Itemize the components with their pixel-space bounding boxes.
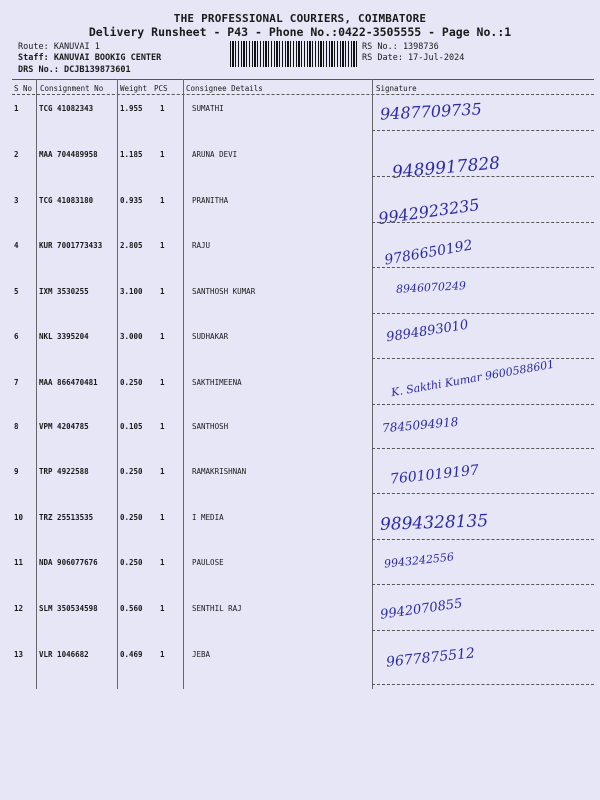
cell-sno: 10 (14, 513, 24, 522)
cell-pcs: 1 (160, 150, 165, 159)
signature-handwriting: K. Sakthi Kumar 9600588601 (390, 357, 556, 400)
row-separator (372, 539, 594, 540)
cell-pcs: 1 (160, 378, 165, 387)
signature-handwriting: 9943242556 (383, 550, 455, 571)
cell-weight: 0.469 (120, 650, 143, 659)
cell-sno: 5 (14, 287, 19, 296)
rs-number: RS No.: 1398736 (362, 42, 439, 52)
cell-weight: 0.250 (120, 558, 143, 567)
drs-number: DRS No.: DCJB139873601 (18, 65, 131, 75)
table-top-border (12, 79, 594, 80)
cell-weight: 0.935 (120, 196, 143, 205)
row-separator (372, 130, 594, 131)
runsheet-subtitle: Delivery Runsheet - P43 - Phone No.:0422-3505555 - Page No.:1 (88, 25, 512, 39)
col-divider (183, 79, 184, 689)
row-separator (372, 267, 594, 268)
cell-pcs: 1 (160, 422, 165, 431)
cell-sno: 6 (14, 332, 19, 341)
cell-consignee: SANTHOSH KUMAR (192, 287, 256, 296)
cell-consignment: TCG 41082343 (39, 104, 94, 113)
cell-pcs: 1 (160, 650, 165, 659)
cell-consignment: NKL 3395204 (39, 332, 89, 341)
row-separator (372, 584, 594, 585)
signature-handwriting: 9894328135 (379, 511, 489, 535)
cell-consignee: RAMAKRISHNAN (192, 467, 247, 476)
cell-pcs: 1 (160, 104, 165, 113)
cell-consignment: TRZ 25513535 (39, 513, 94, 522)
signature-handwriting: 9677875512 (385, 645, 476, 671)
cell-consignee: PRANITHA (192, 196, 229, 205)
document-title: THE PROFESSIONAL COURIERS, COIMBATORE (173, 12, 427, 25)
cell-consignment: TCG 41083180 (39, 196, 94, 205)
cell-sno: 12 (14, 604, 24, 613)
row-separator (372, 684, 594, 685)
signature-handwriting: 8946070249 (395, 279, 467, 296)
cell-consignment: TRP 4922588 (39, 467, 89, 476)
col-header-consignee: Consignee Details (186, 84, 263, 93)
col-header-consignment: Consignment No (40, 84, 104, 93)
signature-handwriting: 9489917828 (391, 153, 501, 183)
signature-handwriting: 7601019197 (389, 462, 480, 488)
cell-consignment: SLM 350534598 (39, 604, 98, 613)
cell-pcs: 1 (160, 604, 165, 613)
cell-pcs: 1 (160, 241, 165, 250)
cell-consignment: IXM 3530255 (39, 287, 89, 296)
signature-handwriting: 9942923235 (377, 195, 481, 228)
row-separator (372, 493, 594, 494)
col-divider (36, 79, 37, 689)
col-header-weight: Weight (120, 84, 148, 93)
cell-consignee: SENTHIL RAJ (192, 604, 242, 613)
col-header-pcs: PCS (154, 84, 168, 93)
cell-consignee: SANTHOSH (192, 422, 229, 431)
cell-pcs: 1 (160, 513, 165, 522)
cell-weight: 0.560 (120, 604, 143, 613)
header-underline (12, 94, 594, 95)
cell-sno: 13 (14, 650, 24, 659)
cell-consignment: KUR 7001773433 (39, 241, 103, 250)
row-separator (372, 630, 594, 631)
cell-sno: 2 (14, 150, 19, 159)
cell-weight: 0.250 (120, 467, 143, 476)
cell-consignee: ARUNA DEVI (192, 150, 238, 159)
cell-weight: 1.185 (120, 150, 143, 159)
cell-consignee: SUDHAKAR (192, 332, 229, 341)
col-divider (117, 79, 118, 689)
signature-handwriting: 9786650192 (383, 237, 474, 269)
cell-consignee: PAULOSE (192, 558, 224, 567)
cell-weight: 0.250 (120, 378, 143, 387)
cell-consignment: VLR 1046682 (39, 650, 89, 659)
barcode (230, 41, 358, 67)
rs-date: RS Date: 17-Jul-2024 (362, 53, 465, 63)
route-label: Route: KANUVAI 1 (18, 42, 100, 52)
row-separator (372, 313, 594, 314)
col-header-signature: Signature (376, 84, 417, 93)
cell-weight: 2.805 (120, 241, 143, 250)
cell-weight: 0.250 (120, 513, 143, 522)
cell-pcs: 1 (160, 467, 165, 476)
signature-handwriting: 9942070855 (379, 596, 464, 623)
cell-sno: 9 (14, 467, 19, 476)
cell-sno: 8 (14, 422, 19, 431)
cell-pcs: 1 (160, 558, 165, 567)
cell-sno: 11 (14, 558, 24, 567)
row-separator (372, 358, 594, 359)
row-separator (372, 448, 594, 449)
col-divider (372, 79, 373, 689)
cell-consignment: MAA 704489958 (39, 150, 98, 159)
cell-sno: 1 (14, 104, 19, 113)
cell-consignment: VPM 4204785 (39, 422, 89, 431)
cell-weight: 3.100 (120, 287, 143, 296)
row-separator (372, 176, 594, 177)
cell-consignment: MAA 866470481 (39, 378, 98, 387)
col-header-sno: S No (14, 84, 33, 93)
staff-label: Staff: KANUVAI BOOKIG CENTER (18, 53, 162, 63)
cell-sno: 4 (14, 241, 19, 250)
cell-sno: 7 (14, 378, 19, 387)
cell-weight: 1.955 (120, 104, 143, 113)
row-separator (372, 404, 594, 405)
cell-consignee: I MEDIA (192, 513, 224, 522)
cell-weight: 0.105 (120, 422, 143, 431)
cell-consignee: SAKTHIMEENA (192, 378, 242, 387)
signature-handwriting: 9487709735 (379, 99, 483, 124)
cell-weight: 3.000 (120, 332, 143, 341)
cell-sno: 3 (14, 196, 19, 205)
cell-pcs: 1 (160, 332, 165, 341)
cell-consignee: RAJU (192, 241, 211, 250)
cell-pcs: 1 (160, 287, 165, 296)
cell-pcs: 1 (160, 196, 165, 205)
signature-handwriting: 9894893010 (385, 317, 470, 346)
cell-consignment: NDA 906077676 (39, 558, 98, 567)
signature-handwriting: 7845094918 (381, 414, 459, 436)
cell-consignee: JEBA (192, 650, 211, 659)
cell-consignee: SUMATHI (192, 104, 224, 113)
row-separator (372, 222, 594, 223)
